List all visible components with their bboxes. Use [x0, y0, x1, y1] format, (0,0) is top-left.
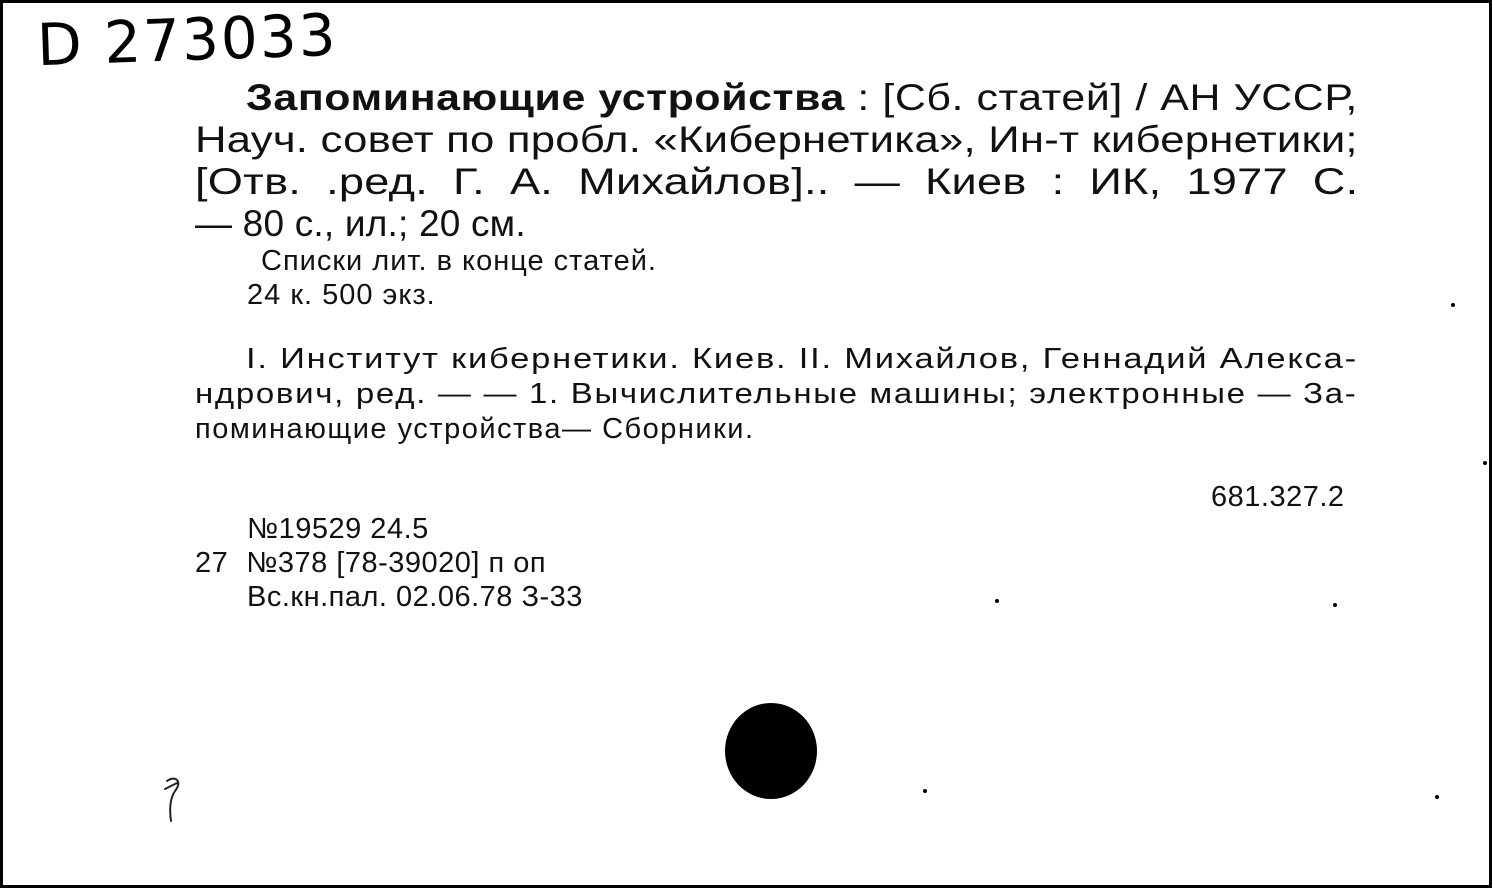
tracing-line-1: I. Институт кибернетики. Киев. II. Михайлов, Геннадий Алекса-	[246, 343, 1358, 375]
price-and-copies: 24 к. 500 экз.	[247, 279, 436, 311]
tracing-line-2: ндрович, ред. — — 1. Вычислительные машины; электронные — За-	[195, 378, 1358, 410]
record-number: №19529 24.5	[247, 513, 429, 545]
udc-code: 681.327.2	[1211, 481, 1345, 513]
order-line	[195, 547, 546, 580]
imprint-line: [Отв. .ред. Г. А. Михайлов].. — Киев : ИК, 1977 С.	[195, 161, 1359, 202]
tracing-line-3: поминающие устройства— Сборники.	[195, 413, 755, 445]
handwritten-call-number: D 273033	[35, 0, 339, 80]
speck-dot	[1451, 303, 1455, 307]
title-line	[246, 77, 1358, 119]
bibliography-note: Списки лит. в конце статей.	[261, 245, 657, 277]
speck-dot	[1435, 795, 1439, 799]
responsibility-line: Науч. совет по пробл. «Кибернетика», Ин-т кибернетики;	[195, 119, 1358, 160]
order-prefix: 27	[195, 547, 229, 579]
punch-hole	[725, 703, 817, 799]
speck-dot	[1333, 603, 1337, 607]
speck-dot	[923, 789, 927, 793]
order-number: №378 [78-39020] п оп	[246, 547, 547, 579]
speck-dot	[995, 599, 999, 603]
book-chamber-stamp: Вс.кн.пал. 02.06.78 З-33	[247, 581, 583, 613]
speck-dot	[1483, 461, 1487, 465]
physical-description: — 80 с., ил.; 20 см.	[195, 203, 526, 244]
title-rest: : [Сб. статей] / АН УССР,	[844, 77, 1358, 118]
pencil-mark-icon	[153, 773, 193, 833]
title-bold: Запоминающие устройства	[246, 77, 845, 118]
